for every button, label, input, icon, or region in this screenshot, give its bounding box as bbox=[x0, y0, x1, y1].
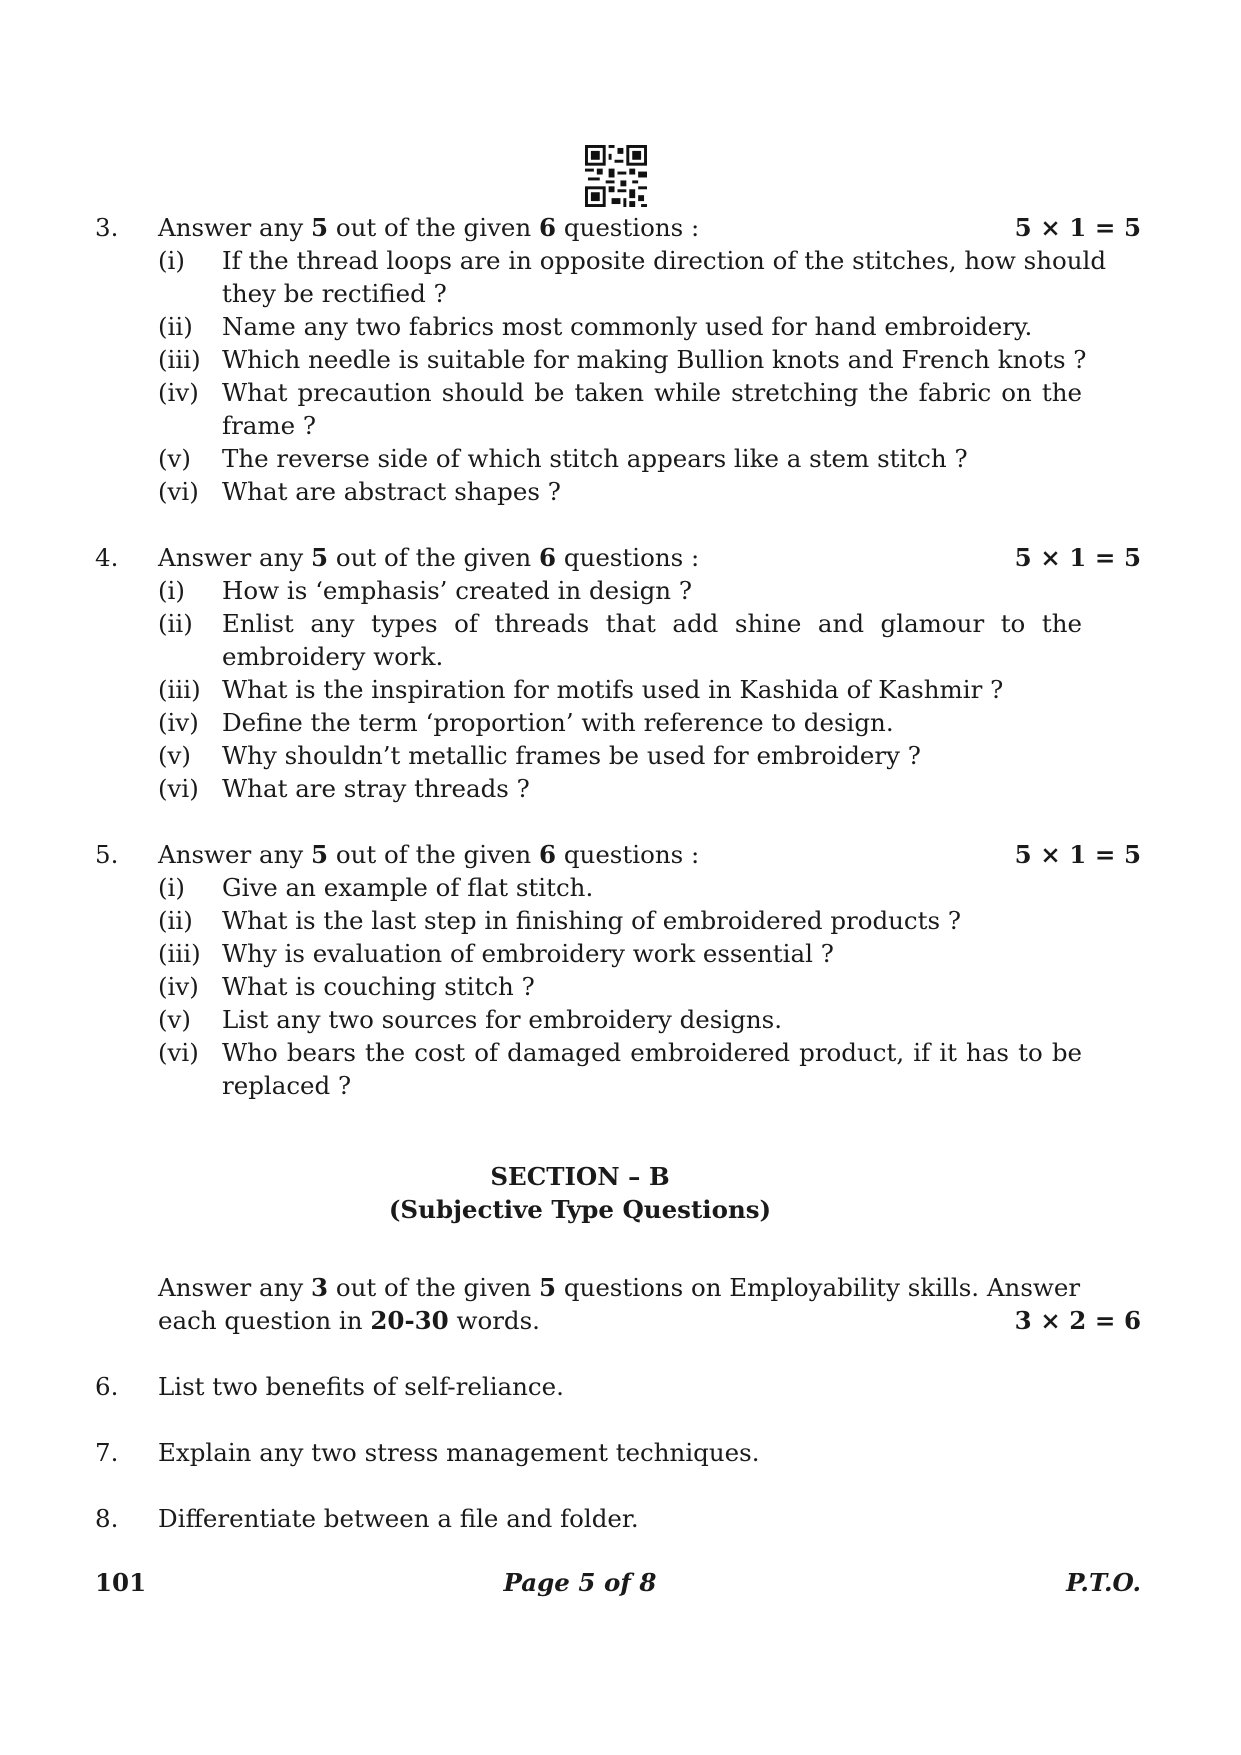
subquestion-text: The reverse side of which stitch appears like a stem stitch ? bbox=[222, 444, 968, 473]
subquestion-label: (iv) bbox=[158, 972, 199, 1001]
subquestion-text: If the thread loops are in opposite direction of the stitches, how should bbox=[222, 246, 1107, 275]
subquestion-label: (i) bbox=[158, 873, 185, 902]
subquestion-label: (v) bbox=[158, 444, 191, 473]
subquestion-text: Who bears the cost of damaged embroidered product, if it has to be bbox=[222, 1038, 1082, 1067]
subquestion-label: (iv) bbox=[158, 708, 199, 737]
question-text: Explain any two stress management techniques. bbox=[158, 1438, 760, 1467]
marks-allocation: 3 × 2 = 6 bbox=[1014, 1306, 1141, 1335]
question-number: 5. bbox=[95, 840, 119, 869]
question-number: 4. bbox=[95, 543, 119, 572]
subquestion-text: What are abstract shapes ? bbox=[222, 477, 561, 506]
question-stem: Answer any 5 out of the given 6 questions : bbox=[158, 213, 700, 242]
question-number: 3. bbox=[95, 213, 119, 242]
subquestion-text: List any two sources for embroidery designs. bbox=[222, 1005, 783, 1034]
subquestion-label: (iii) bbox=[158, 345, 201, 374]
subquestion-text: What precaution should be taken while stretching the fabric on the bbox=[222, 378, 1082, 407]
subquestion-text: How is ‘emphasis’ created in design ? bbox=[222, 576, 692, 605]
subquestion-label: (i) bbox=[158, 246, 185, 275]
subquestion-text: frame ? bbox=[222, 411, 317, 440]
subquestion-text: What is the inspiration for motifs used in Kashida of Kashmir ? bbox=[222, 675, 1004, 704]
subquestion-label: (vi) bbox=[158, 1038, 199, 1067]
subquestion-label: (iii) bbox=[158, 939, 201, 968]
subquestion-text: embroidery work. bbox=[222, 642, 444, 671]
subquestion-text: What is the last step in finishing of embroidered products ? bbox=[222, 906, 961, 935]
subquestion-text: Give an example of flat stitch. bbox=[222, 873, 594, 902]
question-text: List two benefits of self-reliance. bbox=[158, 1372, 564, 1401]
subquestion-label: (iv) bbox=[158, 378, 199, 407]
pto-label: P.T.O. bbox=[1066, 1568, 1141, 1597]
question-text: Differentiate between a file and folder. bbox=[158, 1504, 639, 1533]
subquestion-text: Enlist any types of threads that add shine and glamour to the bbox=[222, 609, 1082, 638]
marks-allocation: 5 × 1 = 5 bbox=[1014, 213, 1141, 242]
question-stem: Answer any 5 out of the given 6 questions : bbox=[158, 840, 700, 869]
subquestion-text: Define the term ‘proportion’ with reference to design. bbox=[222, 708, 894, 737]
subquestion-label: (ii) bbox=[158, 609, 193, 638]
paper-code: 101 bbox=[95, 1568, 147, 1597]
question-number: 7. bbox=[95, 1438, 119, 1467]
subquestion-label: (i) bbox=[158, 576, 185, 605]
question-number: 6. bbox=[95, 1372, 119, 1401]
subquestion-label: (iii) bbox=[158, 675, 201, 704]
subquestion-label: (ii) bbox=[158, 312, 193, 341]
subquestion-text: What are stray threads ? bbox=[222, 774, 530, 803]
subquestion-text: they be rectified ? bbox=[222, 279, 447, 308]
question-number: 8. bbox=[95, 1504, 119, 1533]
subquestion-text: Why is evaluation of embroidery work essential ? bbox=[222, 939, 834, 968]
marks-allocation: 5 × 1 = 5 bbox=[1014, 840, 1141, 869]
subquestion-label: (v) bbox=[158, 1005, 191, 1034]
qr-code-icon bbox=[585, 145, 647, 207]
subquestion-text: Which needle is suitable for making Bullion knots and French knots ? bbox=[222, 345, 1087, 374]
subquestion-label: (vi) bbox=[158, 477, 199, 506]
subquestion-text: Name any two fabrics most commonly used for hand embroidery. bbox=[222, 312, 1033, 341]
section-title: SECTION – B bbox=[490, 1162, 670, 1191]
subquestion-label: (v) bbox=[158, 741, 191, 770]
subquestion-label: (ii) bbox=[158, 906, 193, 935]
section-instructions: each question in 20-30 words. bbox=[158, 1306, 540, 1335]
section-instructions: Answer any 3 out of the given 5 questions on Employability skills. Answer bbox=[158, 1273, 1081, 1302]
section-subtitle: (Subjective Type Questions) bbox=[388, 1195, 772, 1224]
page-number: Page 5 of 8 bbox=[503, 1568, 657, 1597]
subquestion-text: What is couching stitch ? bbox=[222, 972, 535, 1001]
question-stem: Answer any 5 out of the given 6 questions : bbox=[158, 543, 700, 572]
marks-allocation: 5 × 1 = 5 bbox=[1014, 543, 1141, 572]
subquestion-label: (vi) bbox=[158, 774, 199, 803]
subquestion-text: replaced ? bbox=[222, 1071, 352, 1100]
subquestion-text: Why shouldn’t metallic frames be used for embroidery ? bbox=[222, 741, 921, 770]
